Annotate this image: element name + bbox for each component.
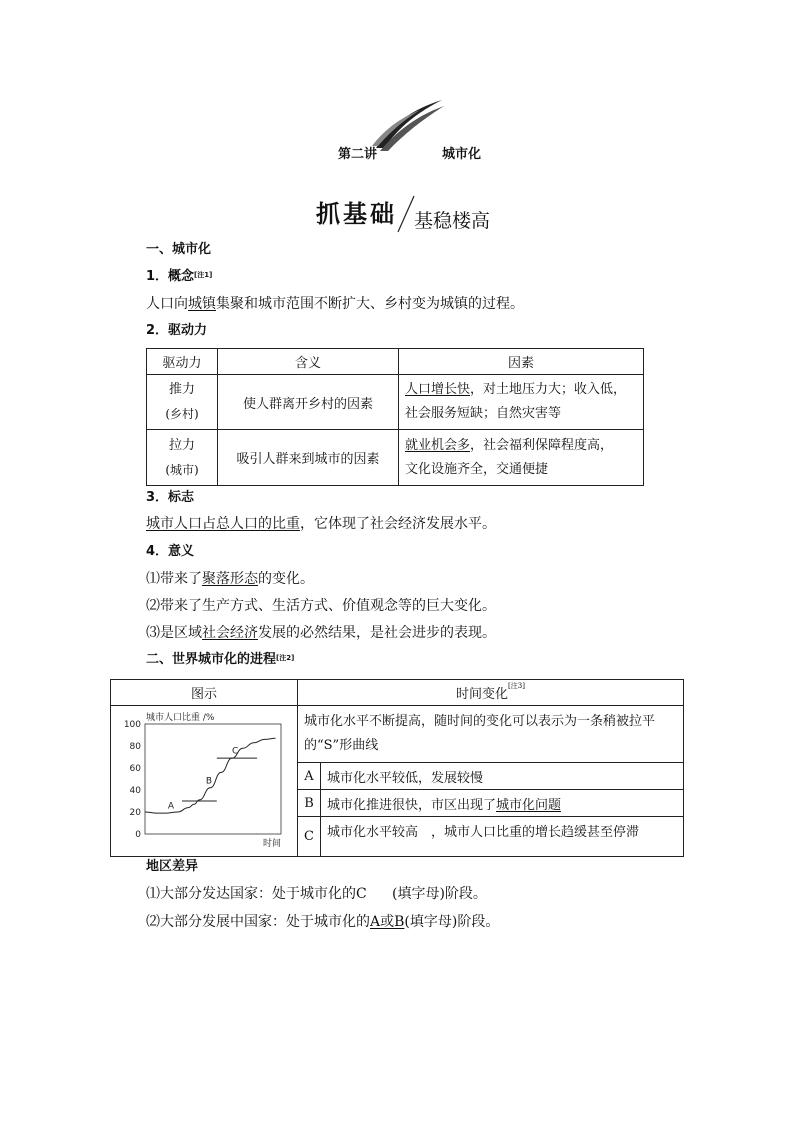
meaning-1 (146, 569, 314, 589)
th-force: 驱动力 (147, 349, 218, 375)
force-cell (147, 430, 218, 486)
concept-title (146, 268, 212, 286)
factor-rest2: 文化设施齐全，交通便捷 (405, 461, 549, 477)
stage-label: A (298, 763, 321, 790)
factor-cell (399, 430, 644, 486)
meaning-title: 4．意义 (146, 544, 195, 559)
concept-pre: 人口向 (146, 296, 188, 312)
section-title-urbanization: 一、城市化 (146, 242, 212, 257)
factor-rest1: ，社会福利保障程度高， (470, 437, 614, 453)
y-tick-label: 100 (123, 720, 141, 730)
lecture-number: 第二讲 (338, 147, 378, 162)
region-2 (146, 912, 499, 932)
force-label: 拉力 (168, 437, 195, 453)
stage-text-cell (321, 790, 684, 817)
meaning-cell: 吸引人群来到城市的因素 (218, 430, 399, 486)
overall-cell: 城市化水平不断提高，随时间的变化可以表示为一条稍被拉平的“S”形曲线 (298, 706, 684, 763)
lecture-topic: 城市化 (442, 147, 482, 162)
banner-light: 基稳楼高 (414, 210, 491, 232)
concept-note: [注1] (194, 271, 213, 279)
stage-text: 城市化水平较高 ，城市人口比重的增长趋缓甚至停滞 (321, 817, 684, 857)
r2-pre: ⑵大部分发展中国家：处于城市化的 (146, 914, 370, 930)
concept-text (146, 294, 524, 314)
factor-rest2: 社会服务短缺；自然灾害等 (405, 406, 562, 421)
meaning-2: ⑵带来了生产方式、生活方式、价值观念等的巨大变化。 (146, 598, 496, 614)
th-meaning: 含义 (218, 349, 399, 375)
sign-title: 3．标志 (146, 490, 195, 505)
factor-rest1: ，对土地压力大；收入低， (470, 382, 627, 397)
th-diagram: 图示 (111, 680, 298, 706)
process-table (110, 679, 684, 857)
banner-slash (396, 194, 416, 234)
stage-label-a: A (167, 801, 175, 812)
force-sub: (乡村) (165, 407, 199, 421)
chart-cell (111, 706, 298, 857)
driver-title: 2．驱动力 (146, 323, 208, 338)
stage-text: 城市化水平较低，发展较慢 (321, 763, 684, 790)
y-tick-label: 40 (129, 786, 141, 796)
stage-label-c: C (232, 746, 239, 757)
urbanization-chart (111, 706, 295, 854)
y-tick-label: 20 (129, 808, 141, 818)
factor-underline: 人口增长快 (405, 382, 471, 397)
swoosh-logo (370, 96, 450, 154)
stage-underline: 城市化问题 (496, 797, 562, 813)
m1-post: 的变化。 (258, 571, 314, 587)
table-row (147, 430, 644, 486)
sign-underline: 城市人口占总人口的比重 (146, 516, 300, 532)
force-label: 推力 (168, 382, 195, 397)
chart-title: 城市人口比重 /% (146, 713, 215, 723)
section-title-world (146, 651, 294, 669)
r1-pre: ⑴大部分发达国家：处于城市化的 (146, 886, 356, 902)
sign-post: ，它体现了社会经济发展水平。 (300, 516, 496, 532)
concept-underline: 城镇 (188, 296, 216, 312)
concept-post: 集聚和城市范围不断扩大、乡村变为城镇的过程。 (216, 296, 524, 312)
factor-underline: 就业机会多 (405, 437, 471, 453)
stage-label: B (298, 790, 321, 817)
sign-text (146, 514, 496, 534)
r1-value: C (356, 886, 367, 902)
force-cell (147, 375, 218, 430)
m3-pre: ⑶是区域 (146, 625, 202, 641)
stage-label: C (298, 817, 321, 857)
r1-post: (填字母)阶段。 (392, 886, 487, 902)
m3-underline: 社会经济 (202, 625, 258, 641)
r2-value: A或B (370, 914, 405, 930)
y-tick-label: 60 (129, 764, 141, 774)
stage-label-b: B (205, 776, 213, 787)
meaning-3 (146, 623, 496, 643)
factor-cell (399, 375, 644, 430)
th-change-note: [注3] (508, 682, 525, 690)
meaning-cell: 使人群离开乡村的因素 (218, 375, 399, 430)
m3-post: 发展的必然结果，是社会进步的表现。 (258, 625, 496, 641)
concept-title-text: 1．概念 (146, 269, 195, 284)
m1-underline: 聚落形态 (202, 571, 258, 587)
th-change-text: 时间变化 (456, 687, 509, 702)
driver-table (146, 348, 644, 486)
th-change (298, 680, 684, 706)
m1-pre: ⑴带来了 (146, 571, 202, 587)
stage-text: 城市化推进很快，市区出现了 (327, 797, 497, 813)
region-1 (146, 884, 487, 904)
section-title-world-text: 二、世界城市化的进程 (146, 652, 277, 667)
y-tick-label: 0 (135, 830, 141, 840)
region-title: 地区差异 (146, 859, 199, 874)
banner-bold: 抓基础 (316, 200, 397, 228)
force-sub: (城市) (165, 462, 199, 477)
th-factor: 因素 (399, 349, 644, 375)
x-axis-label: 时间 (263, 839, 282, 849)
r2-post: (填字母)阶段。 (404, 914, 500, 930)
section-title-world-note: [注2] (276, 654, 295, 662)
y-tick-label: 80 (129, 742, 141, 752)
table-row (147, 375, 644, 430)
